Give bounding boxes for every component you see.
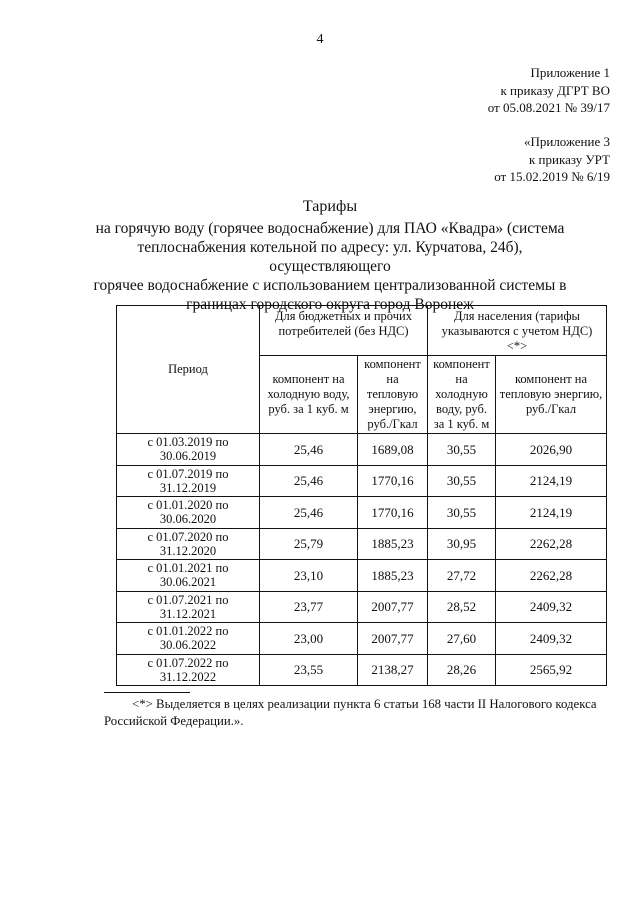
footnote: <*> Выделяется в целях реализации пункта 6 статьи 168 части II Налогового кодекса Российской Федерации.». [104, 697, 597, 728]
appendix-1-line-3: от 05.08.2021 № 39/17 [487, 100, 610, 115]
value-cell: 25,46 [260, 434, 358, 466]
period-cell: с 01.01.2022 по 30.06.2022 [117, 623, 260, 655]
value-cell: 23,10 [260, 560, 358, 592]
appendix-1-line-1: Приложение 1 [530, 65, 610, 80]
table-row [117, 623, 607, 655]
period-cell: с 01.07.2020 по 31.12.2020 [117, 528, 260, 560]
value-cell: 2262,28 [496, 528, 607, 560]
table-row [117, 465, 607, 497]
value-cell: 2007,77 [358, 623, 428, 655]
value-cell: 25,79 [260, 528, 358, 560]
table-row [117, 434, 607, 466]
value-cell: 30,55 [428, 434, 496, 466]
header-sub-heat-budget: компонент на тепловую энергию, руб./Гкал [358, 356, 428, 434]
header-sub-heat-population: компонент на тепловую энергию, руб./Гкал [496, 356, 607, 434]
value-cell: 23,00 [260, 623, 358, 655]
period-cell: с 01.01.2021 по 30.06.2021 [117, 560, 260, 592]
header-sub-cold-water-population: компонент на холодную воду, руб. за 1 куб. м [428, 356, 496, 434]
value-cell: 1770,16 [358, 497, 428, 529]
value-cell: 25,46 [260, 465, 358, 497]
value-cell: 1770,16 [358, 465, 428, 497]
table-row [117, 591, 607, 623]
subtitle-line: на горячую воду (горячее водоснабжение) для ПАО «Квадра» (система [95, 220, 565, 237]
document-title: Тарифы [302, 198, 358, 215]
footnote-divider [104, 692, 190, 693]
value-cell: 1689,08 [358, 434, 428, 466]
appendix-1-line-2: к приказу ДГРТ ВО [500, 82, 610, 98]
value-cell: 2565,92 [496, 654, 607, 686]
subtitle-line: теплоснабжения котельной по адресу: ул. Курчатова, 24б), осуществляющего [137, 239, 523, 275]
value-cell: 2124,19 [496, 465, 607, 497]
value-cell: 1885,23 [358, 528, 428, 560]
appendix-3-line-1: «Приложение 3 [523, 134, 610, 149]
header-period: Период [117, 306, 260, 434]
value-cell: 2026,90 [496, 434, 607, 466]
value-cell: 1885,23 [358, 560, 428, 592]
value-cell: 30,55 [428, 497, 496, 529]
value-cell: 2007,77 [358, 591, 428, 623]
value-cell: 30,95 [428, 528, 496, 560]
table-row [117, 654, 607, 686]
document-subtitle [80, 219, 580, 314]
value-cell: 28,26 [428, 654, 496, 686]
value-cell: 23,77 [260, 591, 358, 623]
value-cell: 25,46 [260, 497, 358, 529]
value-cell: 2409,32 [496, 591, 607, 623]
value-cell: 27,60 [428, 623, 496, 655]
period-cell: с 01.07.2022 по 31.12.2022 [117, 654, 260, 686]
tariffs-table [116, 305, 607, 686]
value-cell: 2138,27 [358, 654, 428, 686]
header-group-population: Для населения (тарифы указываются с учетом НДС) <*> [428, 306, 607, 356]
period-cell: с 01.03.2019 по 30.06.2019 [117, 434, 260, 466]
appendix-1-block [488, 64, 610, 117]
value-cell: 27,72 [428, 560, 496, 592]
appendix-3-line-2: к приказу УРТ [528, 151, 610, 167]
value-cell: 2262,28 [496, 560, 607, 592]
value-cell: 28,52 [428, 591, 496, 623]
header-sub-cold-water-budget: компонент на холодную воду, руб. за 1 куб. м [260, 356, 358, 434]
subtitle-line: границах городского округа город Воронеж [186, 296, 474, 313]
period-cell: с 01.07.2019 по 31.12.2019 [117, 465, 260, 497]
table-row [117, 497, 607, 529]
value-cell: 2409,32 [496, 623, 607, 655]
period-cell: с 01.01.2020 по 30.06.2020 [117, 497, 260, 529]
value-cell: 30,55 [428, 465, 496, 497]
subtitle-line: горячее водоснабжение с использованием централизованной системы в [93, 277, 567, 294]
page-number: 4 [316, 32, 324, 47]
period-cell: с 01.07.2021 по 31.12.2021 [117, 591, 260, 623]
appendix-3-line-3: от 15.02.2019 № 6/19 [494, 169, 610, 184]
header-group-budget: Для бюджетных и прочих потребителей (без НДС) [260, 306, 428, 356]
value-cell: 2124,19 [496, 497, 607, 529]
value-cell: 23,55 [260, 654, 358, 686]
table-row [117, 560, 607, 592]
appendix-3-block [494, 133, 610, 186]
table-row [117, 528, 607, 560]
